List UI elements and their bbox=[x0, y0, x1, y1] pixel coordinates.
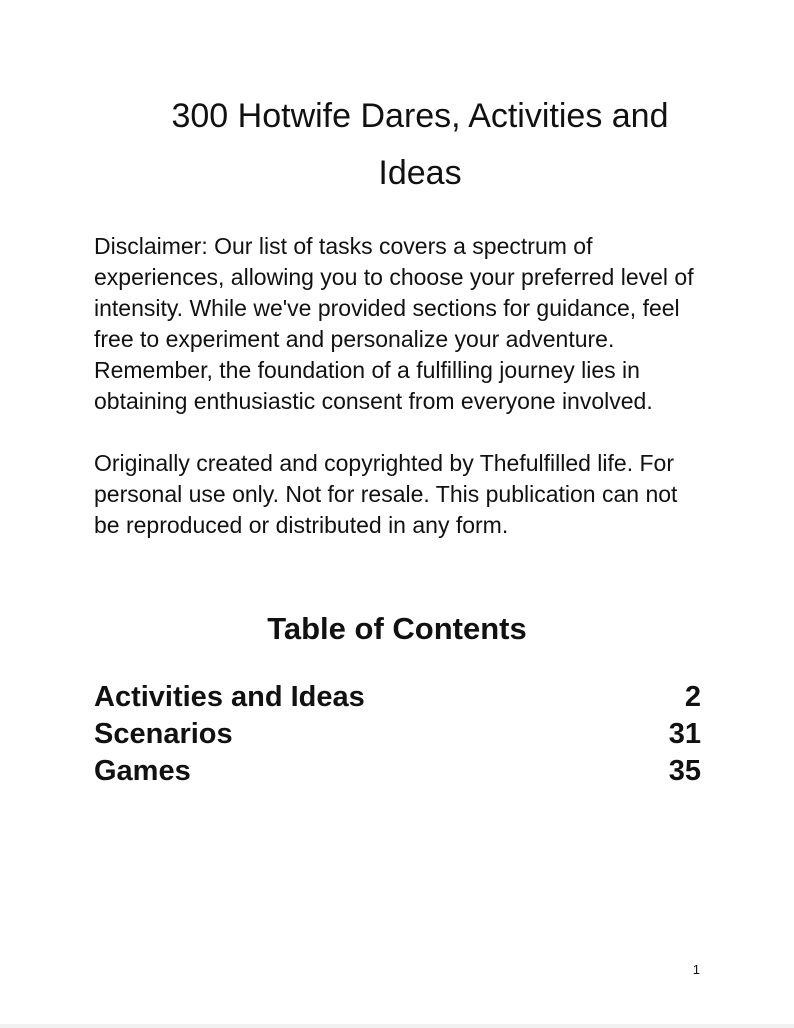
document-title-line-2: Ideas bbox=[378, 154, 462, 192]
toc-entry-page: 2 bbox=[684, 681, 701, 713]
toc-entry-page: 31 bbox=[668, 718, 701, 750]
toc-entry-games[interactable] bbox=[94, 753, 701, 790]
toc-heading: Table of Contents bbox=[267, 611, 527, 646]
page-number: 1 bbox=[692, 962, 700, 977]
toc-entry-activities-and-ideas[interactable] bbox=[94, 679, 701, 716]
page-bottom-edge bbox=[0, 1024, 794, 1028]
disclaimer-paragraph: Disclaimer: Our list of tasks covers a spectrum of experiences, allowing you to choose your preferred level of intensity. While we've provided sections for guidance, feel free to experiment and personalize your adventure. Remember, the foundation of a fulfilling journey lies in obtaining enthusiastic consent from everyone involved. bbox=[94, 233, 694, 414]
document-title-line-1: 300 Hotwife Dares, Activities and bbox=[171, 97, 669, 135]
toc-entry-label: Activities and Ideas bbox=[94, 681, 365, 713]
toc-entry-scenarios[interactable] bbox=[94, 716, 701, 753]
copyright-paragraph: Originally created and copyrighted by Thefulfilled life. For personal use only. Not for resale. This publication can not be reproduced or distributed in any form. bbox=[94, 450, 678, 538]
toc-entry-page: 35 bbox=[668, 755, 701, 787]
toc-entry-label: Scenarios bbox=[94, 718, 233, 750]
table-of-contents bbox=[94, 679, 701, 790]
toc-entry-label: Games bbox=[94, 755, 191, 787]
document-title bbox=[150, 88, 690, 202]
